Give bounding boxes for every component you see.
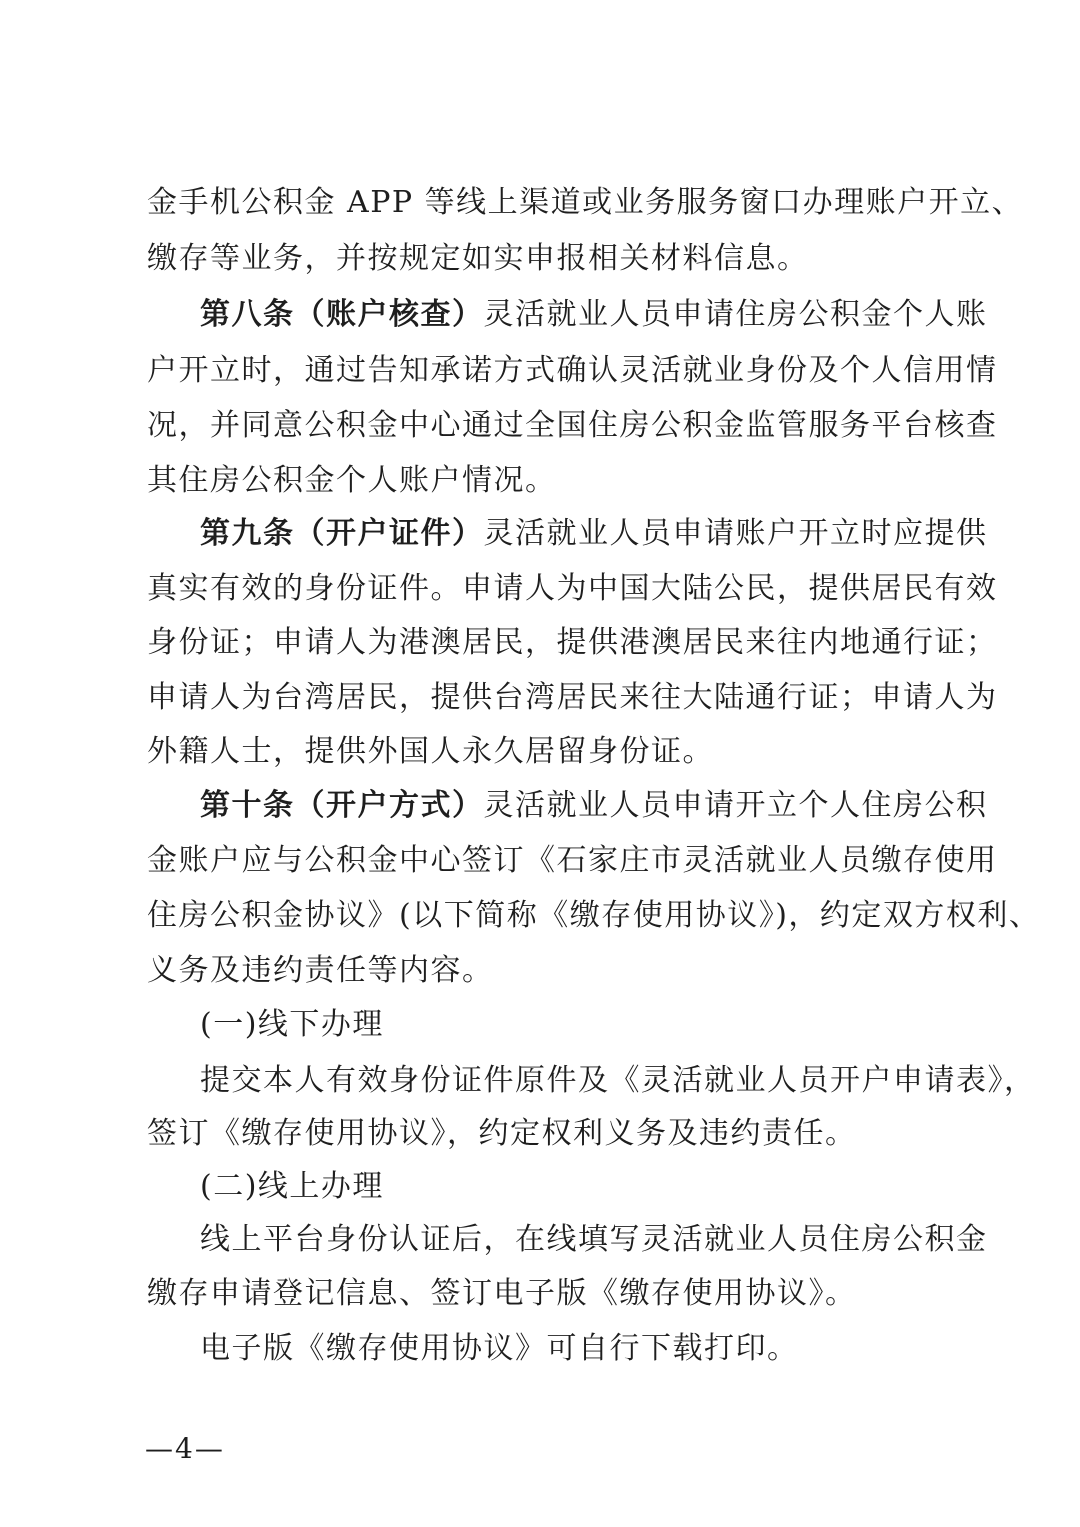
line-text: (一)线下办理 bbox=[200, 1007, 384, 1042]
text-line bbox=[147, 843, 998, 879]
article-10-first-line bbox=[200, 788, 1000, 824]
line-text: 电子版《缴存使用协议》可自行下载打印。 bbox=[200, 1331, 799, 1366]
text-line bbox=[200, 1063, 1036, 1099]
line-text: 户开立时，通过告知承诺方式确认灵活就业身份及个人信用情 bbox=[147, 353, 998, 388]
line-text: 金账户应与公积金中心签订《石家庄市灵活就业人员缴存使用 bbox=[147, 843, 998, 878]
line-text: 线上平台身份认证后，在线填写灵活就业人员住房公积金 bbox=[200, 1222, 988, 1257]
line-text: 灵活就业人员申请账户开立时应提供 bbox=[483, 516, 988, 551]
line-text: (二)线上办理 bbox=[200, 1169, 384, 1204]
text-line bbox=[147, 625, 998, 661]
article-heading: 第九条（开户证件） bbox=[200, 516, 484, 551]
article-heading: 第八条（账户核查） bbox=[200, 297, 484, 332]
text-line bbox=[147, 680, 998, 716]
text-line bbox=[147, 408, 998, 444]
subsection-heading-offline bbox=[200, 1007, 1000, 1043]
article-9-first-line bbox=[200, 516, 1000, 552]
line-text: 金手机公积金 APP 等线上渠道或业务服务窗口办理账户开立、 bbox=[147, 185, 1024, 220]
line-text: 其住房公积金个人账户情况。 bbox=[147, 463, 557, 498]
subsection-heading-online bbox=[200, 1169, 1000, 1205]
text-line bbox=[147, 734, 947, 770]
text-line bbox=[147, 463, 947, 499]
line-text: 灵活就业人员申请开立个人住房公积 bbox=[483, 788, 988, 823]
text-line bbox=[147, 898, 1041, 934]
text-line bbox=[200, 1222, 1000, 1258]
text-line bbox=[147, 1116, 947, 1152]
line-text: 住房公积金协议》(以下简称《缴存使用协议》)，约定双方权利、 bbox=[147, 898, 1041, 933]
line-text: 缴存申请登记信息、签订电子版《缴存使用协议》。 bbox=[147, 1276, 857, 1311]
line-text: 真实有效的身份证件。申请人为中国大陆公民，提供居民有效 bbox=[147, 571, 998, 606]
line-text: 缴存等业务，并按规定如实申报相关材料信息。 bbox=[147, 241, 809, 276]
text-line bbox=[147, 1276, 947, 1312]
line-text: 外籍人士，提供外国人永久居留身份证。 bbox=[147, 734, 714, 769]
line-text: 签订《缴存使用协议》，约定权利义务及违约责任。 bbox=[147, 1116, 857, 1151]
text-line bbox=[147, 185, 1024, 221]
line-text: 义务及违约责任等内容。 bbox=[147, 953, 494, 988]
line-text: 身份证；申请人为港澳居民，提供港澳居民来往内地通行证； bbox=[147, 625, 998, 660]
line-text: 况，并同意公积金中心通过全国住房公积金监管服务平台核查 bbox=[147, 408, 998, 443]
line-text: 申请人为台湾居民，提供台湾居民来往大陆通行证；申请人为 bbox=[147, 680, 998, 715]
article-heading: 第十条（开户方式） bbox=[200, 788, 484, 823]
article-8-first-line bbox=[200, 297, 1000, 333]
text-line bbox=[147, 241, 947, 277]
line-text: 提交本人有效身份证件原件及《灵活就业人员开户申请表》， bbox=[200, 1063, 1036, 1098]
line-text: 灵活就业人员申请住房公积金个人账 bbox=[483, 297, 988, 332]
page-number: —4— bbox=[145, 1432, 225, 1465]
text-line bbox=[200, 1331, 1000, 1367]
text-line bbox=[147, 571, 998, 607]
text-line bbox=[147, 953, 947, 989]
text-line bbox=[147, 353, 998, 389]
